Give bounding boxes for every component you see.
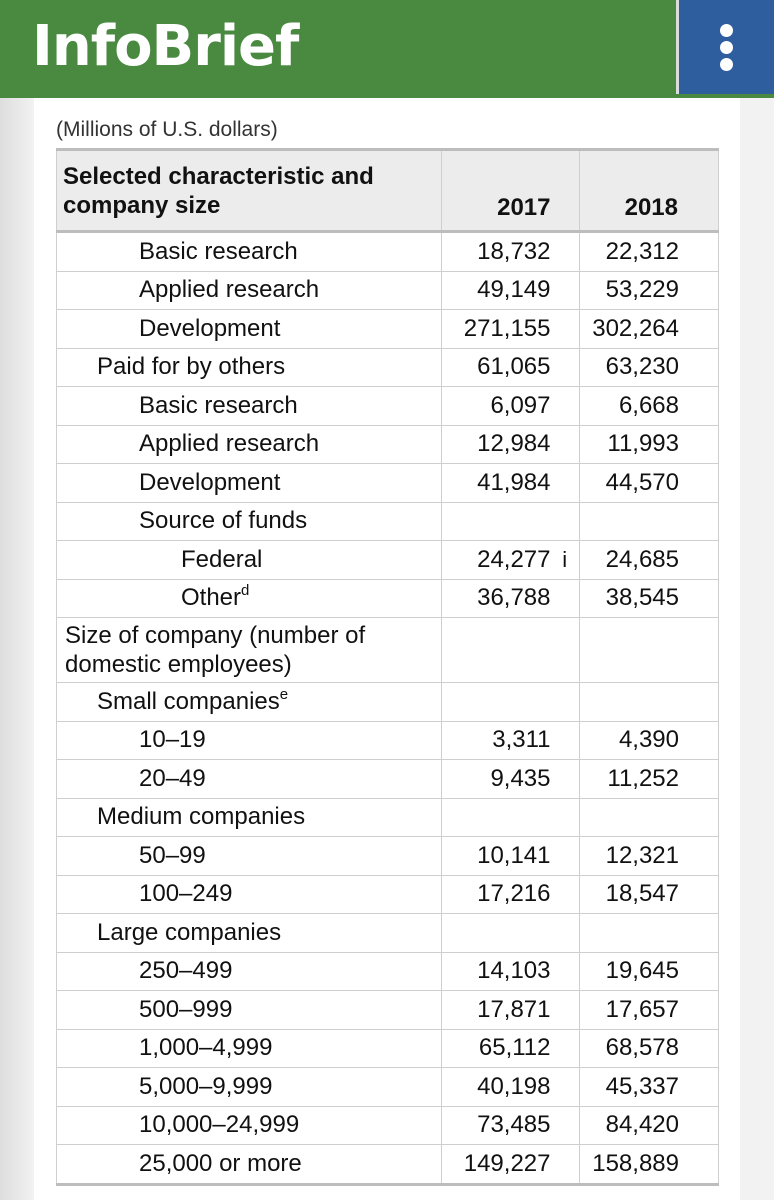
app-header [0,0,774,98]
value-2018: 158,889 [580,1145,719,1185]
value-2018: 6,668 [580,387,719,426]
page-edge-shade [0,98,32,1200]
value-2018: 302,264 [580,310,719,349]
table-row [57,721,719,760]
value-2017: 65,112 [442,1029,551,1068]
row-label-text: 10–19 [139,726,206,754]
table-row [57,387,719,426]
row-label-text: Small companies [97,687,280,715]
row-label-text: Applied research [139,276,320,304]
more-dots-icon-middle [720,41,733,54]
value-flag [551,760,580,799]
row-label-text: Other [181,584,242,612]
table-header-row [57,150,719,232]
row-label-text: Medium companies [97,803,306,831]
row-label [57,991,442,1030]
value-2017 [442,618,551,683]
value-2017: 36,788 [442,579,551,618]
value-2017: 18,732 [442,232,551,272]
table-row [57,1106,719,1145]
value-flag [551,683,580,722]
brand-title: InfoBrief [32,14,299,79]
row-label [57,232,442,272]
column-header-2018: 2018 [580,150,719,232]
value-2017: 149,227 [442,1145,551,1185]
value-flag [551,464,580,503]
table-row [57,798,719,837]
value-2018: 24,685 [580,541,719,580]
row-label-text: Federal [181,545,263,573]
table-row [57,760,719,799]
more-dots-icon-bottom [720,58,733,71]
table-row [57,425,719,464]
row-label [57,579,442,618]
table-row [57,914,719,953]
value-2018 [580,914,719,953]
row-label [57,541,442,580]
table-row [57,618,719,683]
value-2017: 12,984 [442,425,551,464]
table-row [57,952,719,991]
row-label [57,721,442,760]
column-header-2017: 2017 [442,150,551,232]
table-row [57,310,719,349]
value-2018: 44,570 [580,464,719,503]
row-label-text: Paid for by others [97,353,286,381]
value-2017: 6,097 [442,387,551,426]
row-label [57,1029,442,1068]
value-2017: 9,435 [442,760,551,799]
row-label [57,348,442,387]
value-flag [551,618,580,683]
value-2018: 4,390 [580,721,719,760]
value-2018: 19,645 [580,952,719,991]
table-row [57,683,719,722]
value-2017: 40,198 [442,1068,551,1107]
row-label [57,310,442,349]
value-2017: 3,311 [442,721,551,760]
value-2018: 18,547 [580,875,719,914]
value-flag [551,387,580,426]
value-2018: 68,578 [580,1029,719,1068]
value-flag [551,875,580,914]
value-2017: 24,277 [442,541,551,580]
value-flag [551,232,580,272]
row-label-text: Large companies [97,918,282,946]
value-2018: 38,545 [580,579,719,618]
row-label [57,387,442,426]
row-label [57,464,442,503]
value-flag [551,1145,580,1185]
row-label-text: 5,000–9,999 [139,1072,273,1100]
row-label-text: 10,000–24,999 [139,1111,300,1139]
value-2018: 45,337 [580,1068,719,1107]
value-2018: 63,230 [580,348,719,387]
row-label [57,1068,442,1107]
row-label [57,760,442,799]
table-row [57,1029,719,1068]
row-label-text: Size of company (number of domestic employees) [65,622,366,678]
table-row [57,1068,719,1107]
value-2017: 17,216 [442,875,551,914]
table-row [57,1145,719,1185]
value-flag [551,952,580,991]
value-2017 [442,502,551,541]
table-row [57,271,719,310]
column-header-label: Selected characteristic and company size [57,150,442,232]
value-flag [551,271,580,310]
value-2017: 17,871 [442,991,551,1030]
value-2018: 11,993 [580,425,719,464]
table-row [57,579,719,618]
value-2018: 22,312 [580,232,719,272]
value-flag [551,914,580,953]
row-label-text: 25,000 or more [139,1149,302,1177]
table-row [57,991,719,1030]
row-label [57,502,442,541]
value-flag [551,425,580,464]
row-label-text: 250–499 [139,957,233,985]
value-flag [551,579,580,618]
more-menu-button[interactable] [676,0,774,94]
value-2018: 53,229 [580,271,719,310]
row-label-text: 100–249 [139,880,233,908]
value-flag [551,721,580,760]
value-flag [551,348,580,387]
table-row [57,464,719,503]
value-2017 [442,914,551,953]
value-flag [551,837,580,876]
row-label-text: 20–49 [139,764,206,792]
value-2018 [580,683,719,722]
row-label-text: Source of funds [139,507,308,535]
value-flag [551,1029,580,1068]
value-flag [551,798,580,837]
value-2018 [580,502,719,541]
row-label-text: Basic research [139,391,298,419]
row-label [57,1145,442,1185]
value-2018: 11,252 [580,760,719,799]
more-dots-icon [720,24,733,37]
table-row [57,875,719,914]
value-2017 [442,798,551,837]
value-2017: 49,149 [442,271,551,310]
table-row [57,232,719,272]
table-row [57,541,719,580]
row-label-text: 1,000–4,999 [139,1034,273,1062]
footnote-marker: d [241,582,250,600]
row-label [57,798,442,837]
row-label [57,837,442,876]
value-flag [551,310,580,349]
value-flag: i [551,541,580,580]
value-2017: 14,103 [442,952,551,991]
table-body [57,232,719,1185]
row-label [57,271,442,310]
table-units-note: (Millions of U.S. dollars) [56,118,278,141]
value-flag [551,991,580,1030]
footnote-marker: e [279,685,289,703]
row-label-text: Development [139,314,281,342]
column-header-flag [551,150,580,232]
value-2018 [580,798,719,837]
value-2017: 41,984 [442,464,551,503]
row-label [57,914,442,953]
table-row [57,348,719,387]
row-label-text: 500–999 [139,995,233,1023]
row-label [57,1106,442,1145]
value-flag [551,1068,580,1107]
row-label [57,618,442,683]
row-label [57,875,442,914]
row-label-text: Applied research [139,430,320,458]
value-flag [551,1106,580,1145]
table-row [57,837,719,876]
row-label-text: Basic research [139,237,298,265]
value-2017 [442,683,551,722]
value-2018: 84,420 [580,1106,719,1145]
value-2017: 61,065 [442,348,551,387]
value-flag [551,502,580,541]
value-2018 [580,618,719,683]
data-table [56,148,719,1186]
value-2018: 17,657 [580,991,719,1030]
row-label [57,683,442,722]
row-label [57,425,442,464]
row-label [57,952,442,991]
value-2017: 73,485 [442,1106,551,1145]
value-2018: 12,321 [580,837,719,876]
row-label-text: Development [139,468,281,496]
value-2017: 10,141 [442,837,551,876]
row-label-text: 50–99 [139,841,206,869]
value-2017: 271,155 [442,310,551,349]
table-row [57,502,719,541]
